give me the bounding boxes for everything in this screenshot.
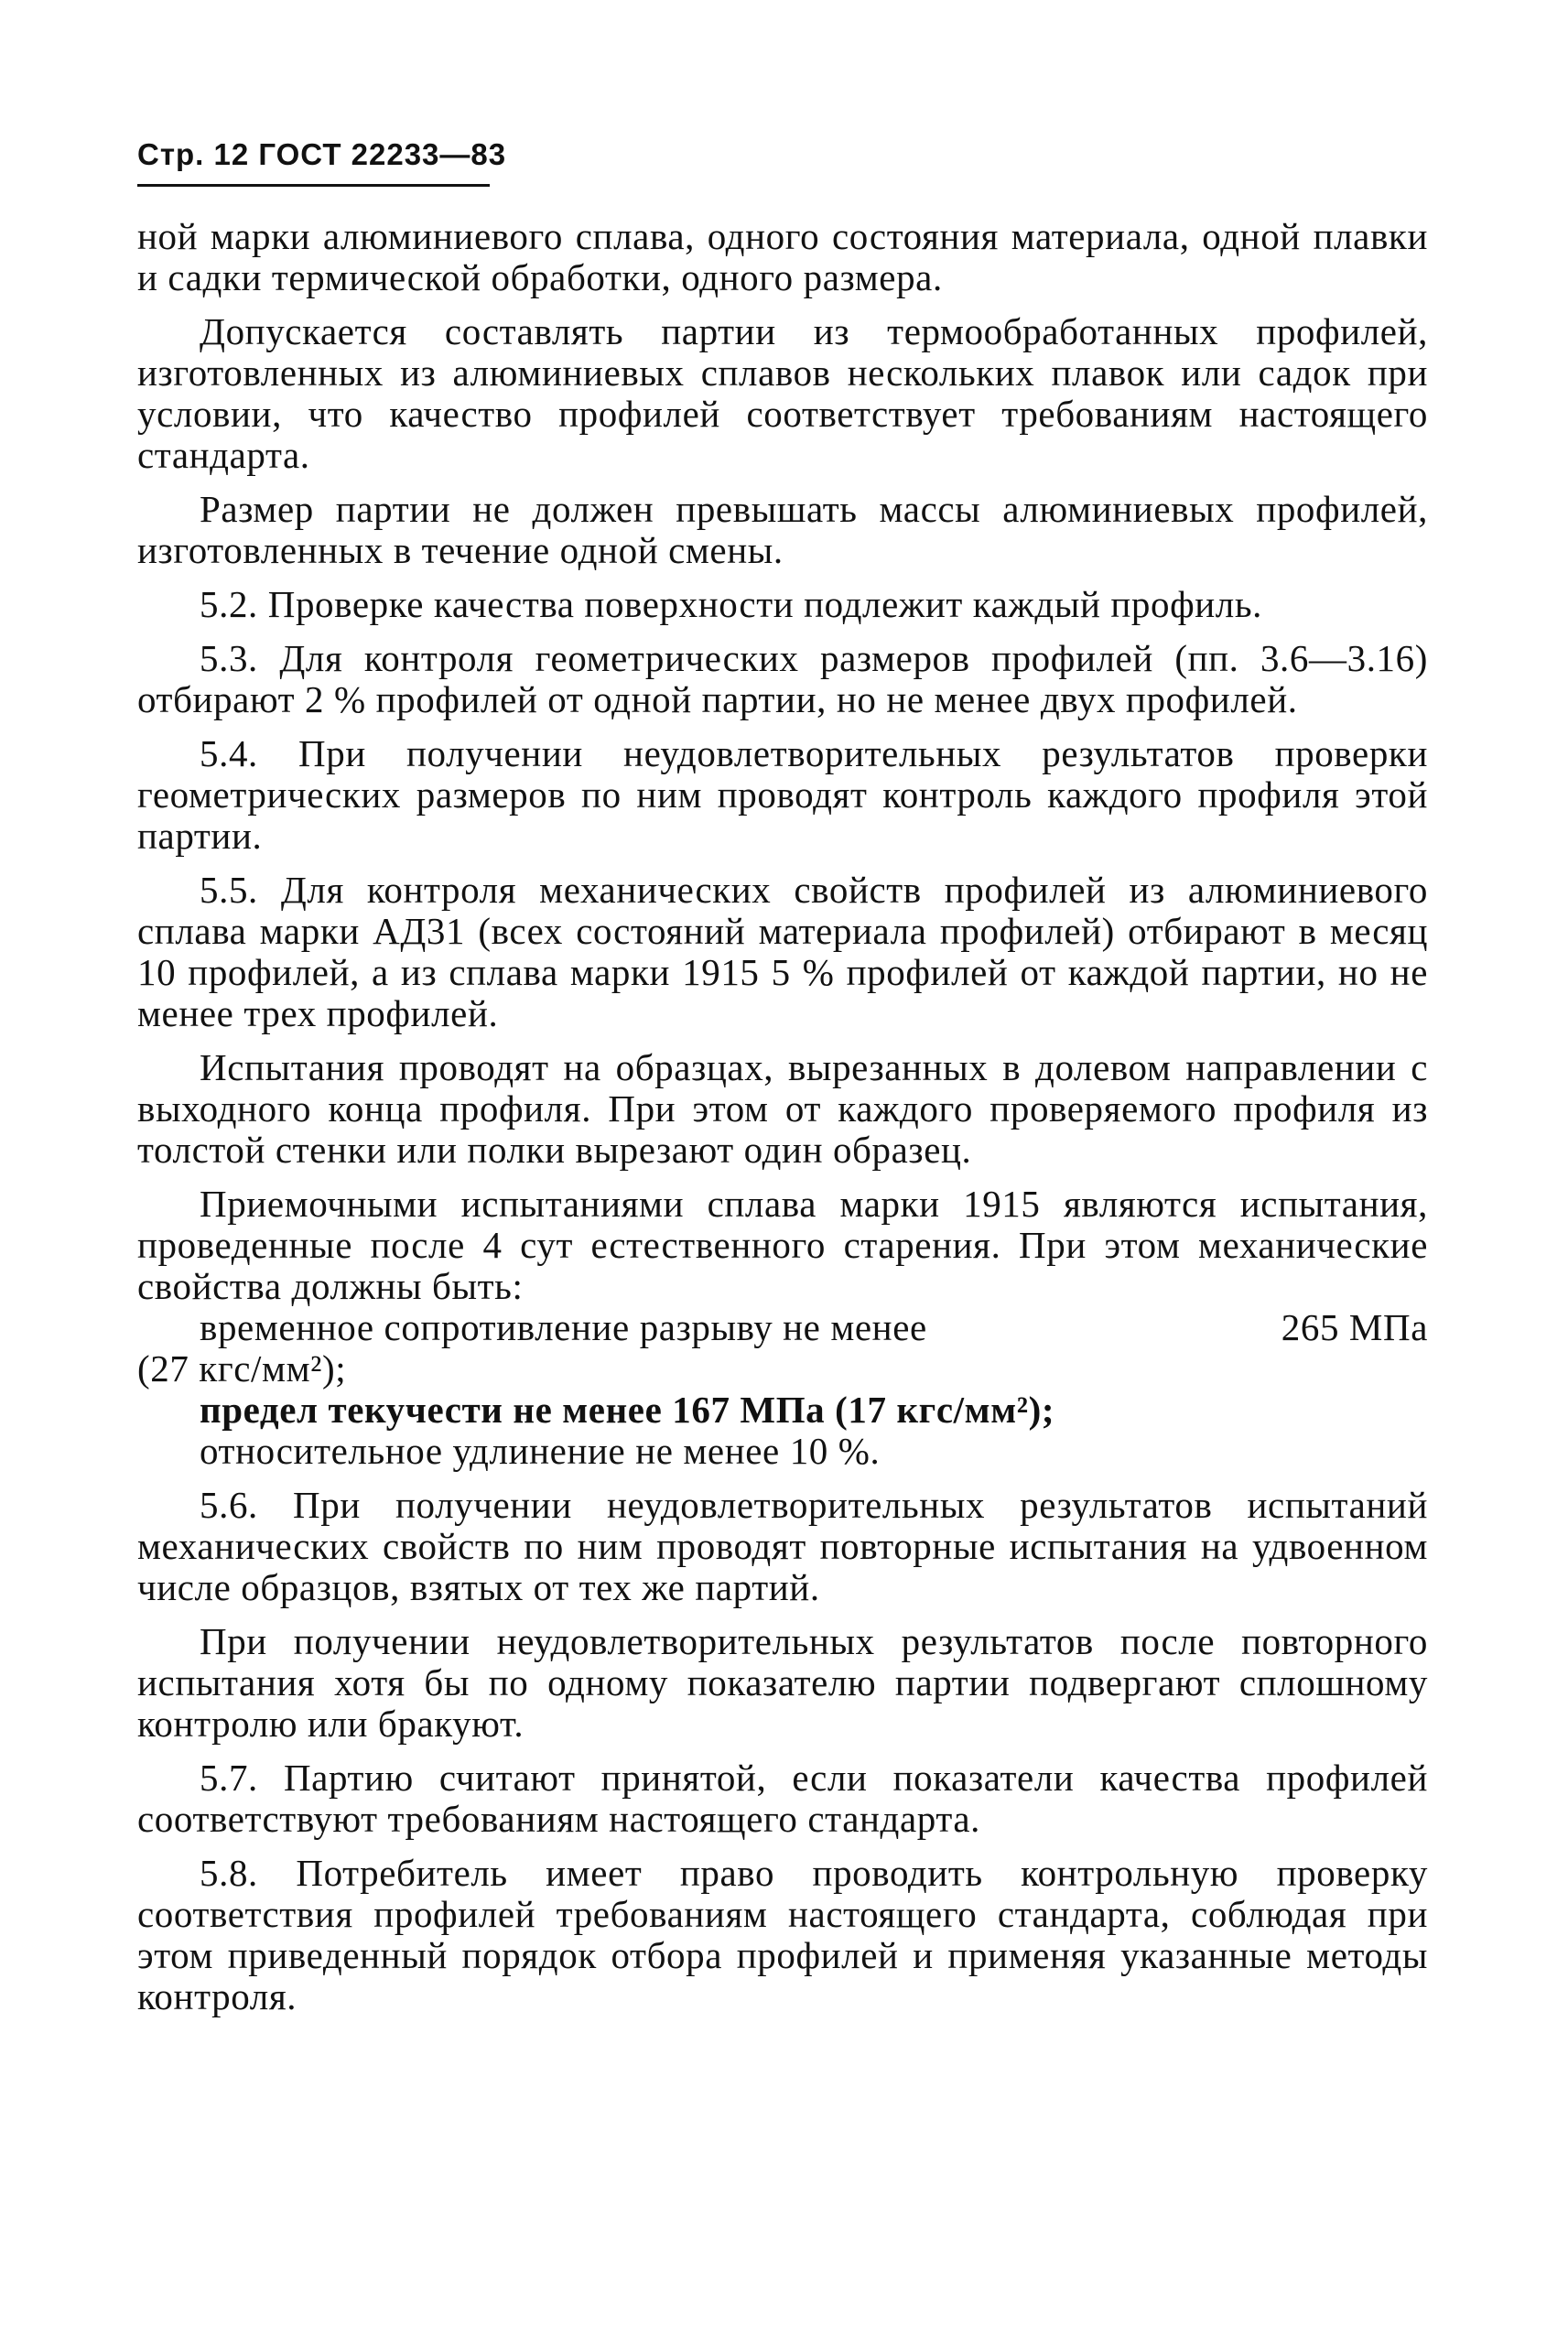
document-page: [137, 137, 1428, 2030]
paragraph: При получении неудовлетворительных результатов после повторного испытания хотя бы по одному показателю партии подвергают сплошному контролю или бракуют.: [137, 1620, 1428, 1745]
clause-5-2: 5.2. Проверке качества поверхности подлежит каждый профиль.: [200, 583, 1263, 625]
clause-5-5: 5.5. Для контроля механических свойств профилей из алюминиевого сплава марки АД31 (всех состояний материала профилей) отбирают в месяц 10 профилей, а из сплава марки 1915 5 % профилей от каждой партии, но не менее трех профилей.: [137, 869, 1428, 1034]
clause-5-4: 5.4. При получении неудовлетворительных результатов проверки геометрических размеров по ним проводят контроль каждого профиля этой партии.: [137, 732, 1428, 857]
clause-5-3: 5.3. Для контроля геометрических размеров профилей (пп. 3.6—3.16) отбирают 2 % профилей от одной партии, но не менее двух профилей.: [137, 637, 1428, 720]
requirement-tensile-strength: [137, 1307, 1428, 1348]
clause-5-8: 5.8. Потребитель имеет право проводить контрольную проверку соответствия профилей требованиям настоящего стандарта, соблюдая при этом приведенный порядок отбора профилей и применяя указанные методы контроля.: [137, 1852, 1428, 2017]
requirement-text: временное сопротивление разрыву не менее: [200, 1306, 927, 1348]
paragraph: Испытания проводят на образцах, вырезанных в долевом направлении с выходного конца профиля. При этом от каждого проверяемого профиля из толстой стенки или полки вырезают один образец.: [137, 1046, 1428, 1171]
paragraph: Размер партии не должен превышать массы алюминиевых профилей, изготовленных в течение одной смены.: [137, 488, 1428, 571]
page-header: Стр. 12 ГОСТ 22233—83: [137, 137, 506, 176]
paragraph: ной марки алюминиевого сплава, одного состояния материала, одной плавки и садки термической обработки, одного размера.: [137, 215, 1428, 298]
requirement-text: (27 кгс/мм²);: [137, 1347, 347, 1390]
paragraph: Приемочными испытаниями сплава марки 1915 являются испытания, проведенные после 4 сут естественного старения. При этом механические свойства должны быть:: [137, 1183, 1428, 1307]
requirement-value: 265 МПа: [1281, 1306, 1428, 1348]
requirement-yield-strength: предел текучести не менее 167 МПа (17 кгс/мм²);: [200, 1389, 1055, 1431]
paragraph: Допускается составлять партии из термообработанных профилей, изготовленных из алюминиевых сплавов нескольких плавок или садок при условии, что качество профилей соответствует требованиям настоящего стандарта.: [137, 310, 1428, 476]
requirement-elongation: относительное удлинение не менее 10 %.: [200, 1430, 881, 1472]
clause-5-7: 5.7. Партию считают принятой, если показатели качества профилей соответствуют требованиям настоящего стандарта.: [137, 1757, 1428, 1840]
clause-5-6: 5.6. При получении неудовлетворительных результатов испытаний механических свойств по ним проводят повторные испытания на удвоенном числе образцов, взятых от тех же партий.: [137, 1484, 1428, 1608]
